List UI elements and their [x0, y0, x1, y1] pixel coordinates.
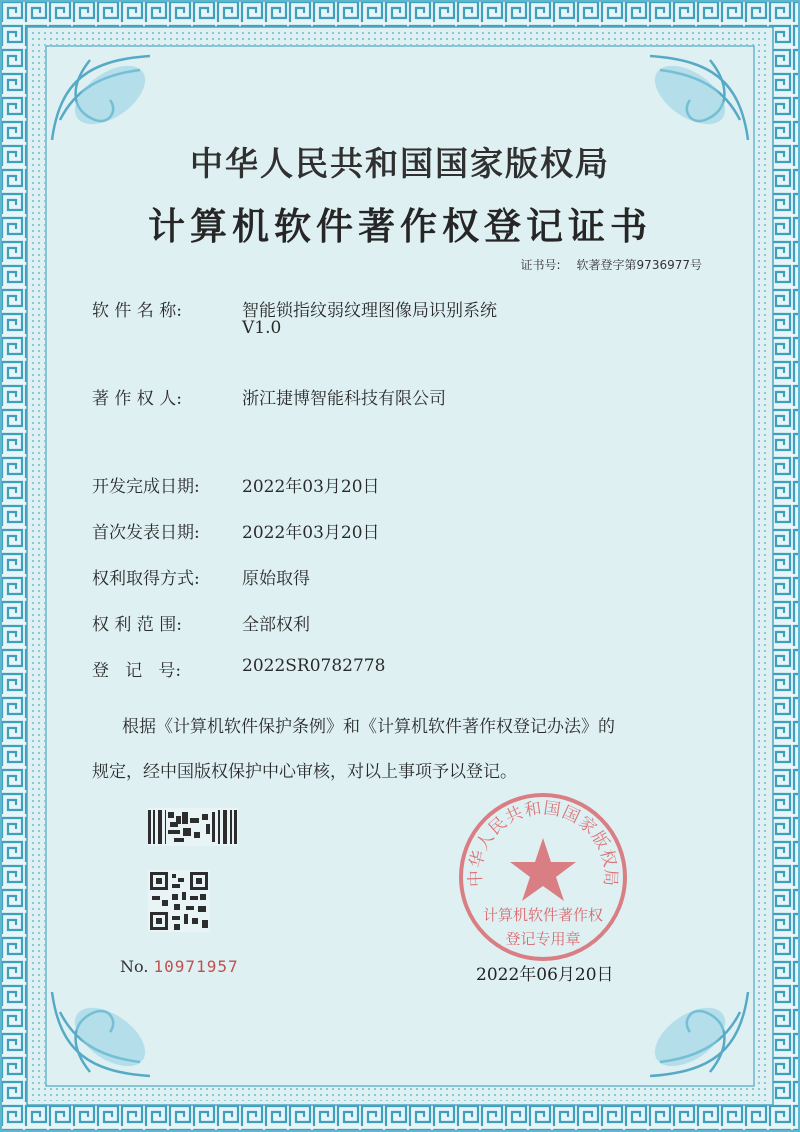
- certificate-number-label: 证书号:: [520, 258, 561, 272]
- software-version: V1.0: [242, 318, 282, 338]
- qr-code: [148, 870, 210, 932]
- seal-line-2: 登记专用章: [505, 930, 581, 948]
- serial-value: 10971957: [153, 957, 239, 976]
- acquire-value: 原始取得: [242, 569, 310, 589]
- issuing-authority: 中华人民共和国国家版权局: [190, 144, 610, 183]
- statement-line-1: 根据《计算机软件保护条例》和《计算机软件著作权登记办法》的: [122, 717, 615, 737]
- software-name-label: 软 件 名 称:: [92, 301, 182, 321]
- issue-date: 2022年06月20日: [476, 965, 614, 985]
- software-name-value: 智能锁指纹弱纹理图像局识别系统: [242, 301, 497, 321]
- publish-date-label: 首次发表日期:: [92, 523, 200, 543]
- acquire-label: 权利取得方式:: [92, 569, 200, 589]
- certificate-number: [521, 256, 703, 273]
- publish-date-value: 2022年03月20日: [242, 523, 380, 543]
- reg-no-value: 2022SR0782778: [242, 656, 386, 676]
- statement-line-2: 规定，经中国版权保护中心审核，对以上事项予以登记。: [92, 762, 517, 782]
- seal-ring-text: 中华人民共和国国家版权局: [465, 798, 621, 888]
- barcode: [148, 808, 238, 846]
- serial-number: [120, 957, 239, 976]
- owner-value: 浙江捷博智能科技有限公司: [242, 389, 446, 409]
- scope-value: 全部权利: [242, 615, 310, 635]
- reg-no-label: 登 记 号:: [92, 661, 182, 681]
- scope-label: 权 利 范 围:: [92, 615, 182, 635]
- seal-line-1: 计算机软件著作权: [482, 906, 603, 924]
- certificate-number-value: 软著登字第9736977号: [576, 258, 702, 272]
- dev-date-value: 2022年03月20日: [242, 477, 380, 497]
- owner-label: 著 作 权 人:: [92, 389, 182, 409]
- dev-date-label: 开发完成日期:: [92, 477, 200, 497]
- certificate-title: 计算机软件著作权登记证书: [148, 204, 652, 248]
- serial-prefix: No.: [120, 957, 149, 976]
